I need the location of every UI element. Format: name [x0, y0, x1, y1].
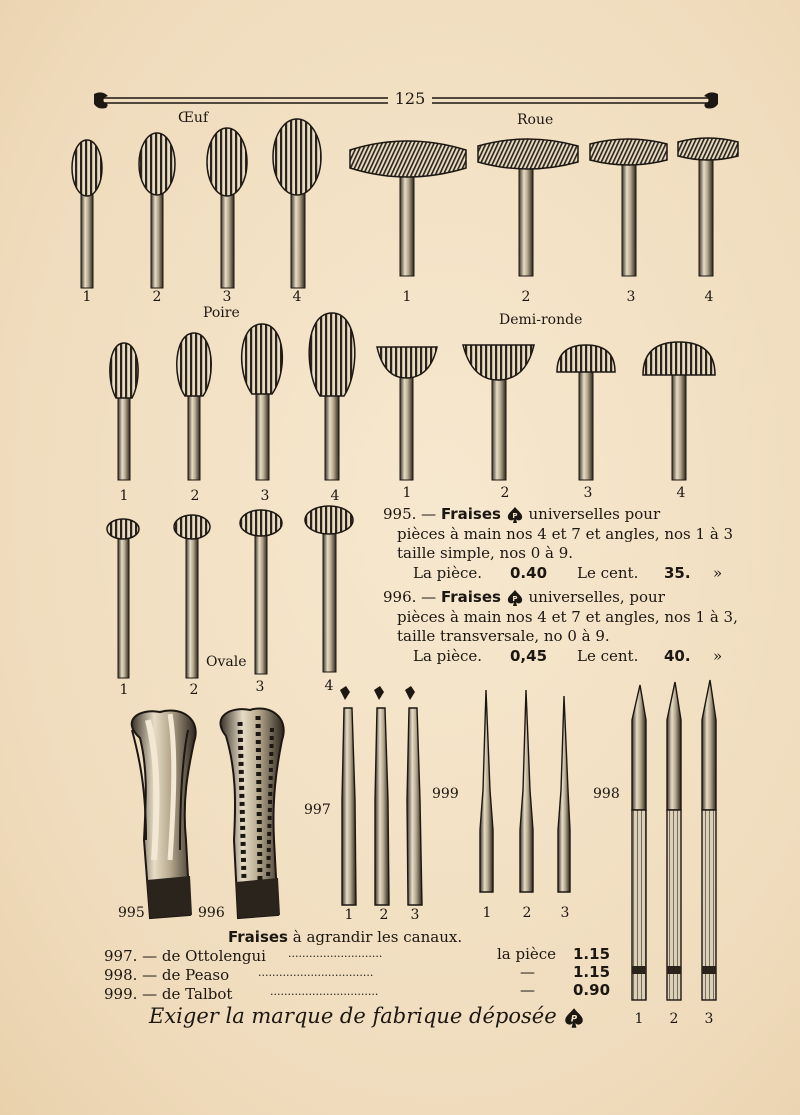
- canaux-row-price: 1.15: [573, 945, 611, 963]
- bur-roue-3: [590, 139, 667, 276]
- entry-995-line1: universelles pour: [528, 505, 661, 523]
- title-demi-ronde: Demi-ronde: [499, 312, 583, 328]
- bur-ovale-4: [305, 506, 353, 672]
- bur-oeuf-2: [139, 133, 175, 288]
- num-demi-ronde-3: 3: [583, 485, 593, 501]
- canaux-row-price: 1.15: [573, 963, 611, 981]
- bur-oeuf-1: [72, 140, 102, 288]
- entry-995-price: 0.40: [510, 564, 548, 582]
- num-roue-1: 1: [402, 289, 412, 305]
- num-ovale-1: 1: [119, 682, 129, 698]
- page-number: 125: [394, 89, 426, 108]
- num-997-3: 3: [410, 907, 420, 923]
- num-ovale-3: 3: [255, 679, 265, 695]
- num-roue-2: 2: [521, 289, 531, 305]
- title-poire: Poire: [203, 305, 240, 321]
- num-998-2: 2: [669, 1011, 679, 1027]
- bur-roue-1: [350, 141, 466, 276]
- num-999-2: 2: [522, 905, 532, 921]
- entry-996-line2: pièces à main nos 4 et 7 et angles, nos 1 à 3,: [397, 608, 738, 626]
- bur-oeuf-4: [273, 119, 321, 288]
- footer-text: Exiger la marque de fabrique déposée: [149, 1004, 557, 1028]
- canaux-row-label: 997. — de Ottolengui: [104, 947, 266, 965]
- num-oeuf-2: 2: [152, 289, 162, 305]
- svg-text:P: P: [512, 595, 518, 603]
- reamer-998-3: [702, 680, 716, 1000]
- num-poire-3: 3: [260, 488, 270, 504]
- canaux-row-label: 999. — de Talbot: [104, 985, 233, 1003]
- entry-996-cent-price: 40.: [664, 647, 691, 665]
- num-roue-3: 3: [626, 289, 636, 305]
- label-995: 995: [118, 905, 145, 921]
- title-ovale: Ovale: [206, 654, 247, 670]
- canaux-heading-rest: à agrandir les canaux.: [292, 928, 463, 946]
- num-roue-4: 4: [704, 289, 714, 305]
- bur-roue-2: [478, 139, 578, 276]
- num-demi-ronde-4: 4: [676, 485, 686, 501]
- bur-enlarged-996: [220, 708, 283, 918]
- entry-996-code: 996. —: [383, 588, 437, 606]
- broach-997-3: [405, 686, 422, 905]
- broach-999-2: [520, 690, 533, 892]
- entry-995-line3: taille simple, nos 0 à 9.: [397, 544, 574, 562]
- entry-996-name: Fraises: [440, 588, 501, 606]
- broach-997-1: [340, 686, 356, 905]
- num-ovale-4: 4: [324, 678, 334, 694]
- canaux-row-label: 998. — de Peaso: [104, 966, 230, 984]
- entry-995-cent-price: 35.: [664, 564, 691, 582]
- entry-995-cent-label: Le cent.: [577, 564, 639, 582]
- num-demi-ronde-2: 2: [500, 485, 510, 501]
- spade-p-trademark-icon: [563, 1007, 585, 1029]
- canaux-heading: [228, 928, 462, 946]
- num-poire-2: 2: [190, 488, 200, 504]
- footer-note: [149, 1004, 585, 1029]
- num-oeuf-4: 4: [292, 289, 302, 305]
- bur-ovale-2: [174, 515, 210, 678]
- canaux-row-unit: —: [520, 963, 535, 981]
- num-997-2: 2: [379, 907, 389, 923]
- reamer-998-2: [667, 682, 681, 1000]
- title-roue: Roue: [517, 112, 554, 128]
- bur-demi-ronde-4: [643, 342, 715, 480]
- bur-demi-ronde-3: [557, 345, 615, 480]
- spade-p-trademark-icon: [506, 506, 524, 524]
- entry-995-mark: »: [713, 564, 723, 582]
- bur-ovale-3: [240, 510, 282, 674]
- num-997-1: 1: [344, 907, 354, 923]
- broach-999-1: [480, 690, 493, 892]
- bur-ovale-1: [107, 519, 139, 678]
- label-998: 998: [593, 786, 620, 802]
- entry-996-price-label: La pièce.: [413, 647, 482, 665]
- num-poire-1: 1: [119, 488, 129, 504]
- bur-poire-3: [242, 324, 283, 480]
- entry-996-line3: taille transversale, no 0 à 9.: [397, 627, 610, 645]
- bur-oeuf-3: [207, 128, 247, 288]
- entry-995-code: 995. —: [383, 505, 437, 523]
- broach-999-3: [558, 696, 570, 892]
- entry-996-cent-label: Le cent.: [577, 647, 639, 665]
- num-999-3: 3: [560, 905, 570, 921]
- entry-996-line1: universelles, pour: [528, 588, 665, 606]
- spade-p-trademark-icon: [506, 589, 524, 607]
- title-oeuf: Œuf: [178, 110, 209, 126]
- bur-enlarged-995: [132, 710, 196, 918]
- bur-demi-ronde-2: [463, 345, 534, 480]
- label-999: 999: [432, 786, 459, 802]
- entry-996-price: 0,45: [510, 647, 548, 665]
- canaux-row-dots: .................................: [258, 966, 374, 979]
- broach-997-2: [374, 686, 389, 905]
- bur-poire-1: [110, 343, 138, 480]
- num-998-3: 3: [704, 1011, 714, 1027]
- bur-demi-ronde-1: [377, 347, 437, 480]
- entry-996-mark: »: [713, 647, 723, 665]
- bur-poire-4: [309, 313, 355, 480]
- canaux-row-unit: la pièce: [497, 945, 557, 963]
- reamer-998-1: [632, 685, 646, 1000]
- canaux-row-price: 0.90: [573, 981, 611, 999]
- num-ovale-2: 2: [189, 682, 199, 698]
- entry-995-name: Fraises: [440, 505, 501, 523]
- svg-text:P: P: [571, 1014, 578, 1025]
- canaux-row-dots: ...............................: [270, 985, 379, 998]
- num-demi-ronde-1: 1: [402, 485, 412, 501]
- entry-995-line2: pièces à main nos 4 et 7 et angles, nos 1 à 3: [397, 525, 734, 543]
- entry-995-price-label: La pièce.: [413, 564, 482, 582]
- bur-roue-4: [678, 138, 738, 276]
- svg-text:P: P: [512, 512, 518, 520]
- canaux-row-unit: —: [520, 981, 535, 999]
- label-996: 996: [198, 905, 225, 921]
- num-poire-4: 4: [330, 488, 340, 504]
- canaux-heading-bold: Fraises: [228, 928, 288, 946]
- num-998-1: 1: [634, 1011, 644, 1027]
- canaux-row-dots: ...........................: [288, 947, 383, 960]
- num-oeuf-1: 1: [82, 289, 92, 305]
- num-999-1: 1: [482, 905, 492, 921]
- bur-poire-2: [177, 333, 211, 480]
- num-oeuf-3: 3: [222, 289, 232, 305]
- label-997: 997: [304, 802, 331, 818]
